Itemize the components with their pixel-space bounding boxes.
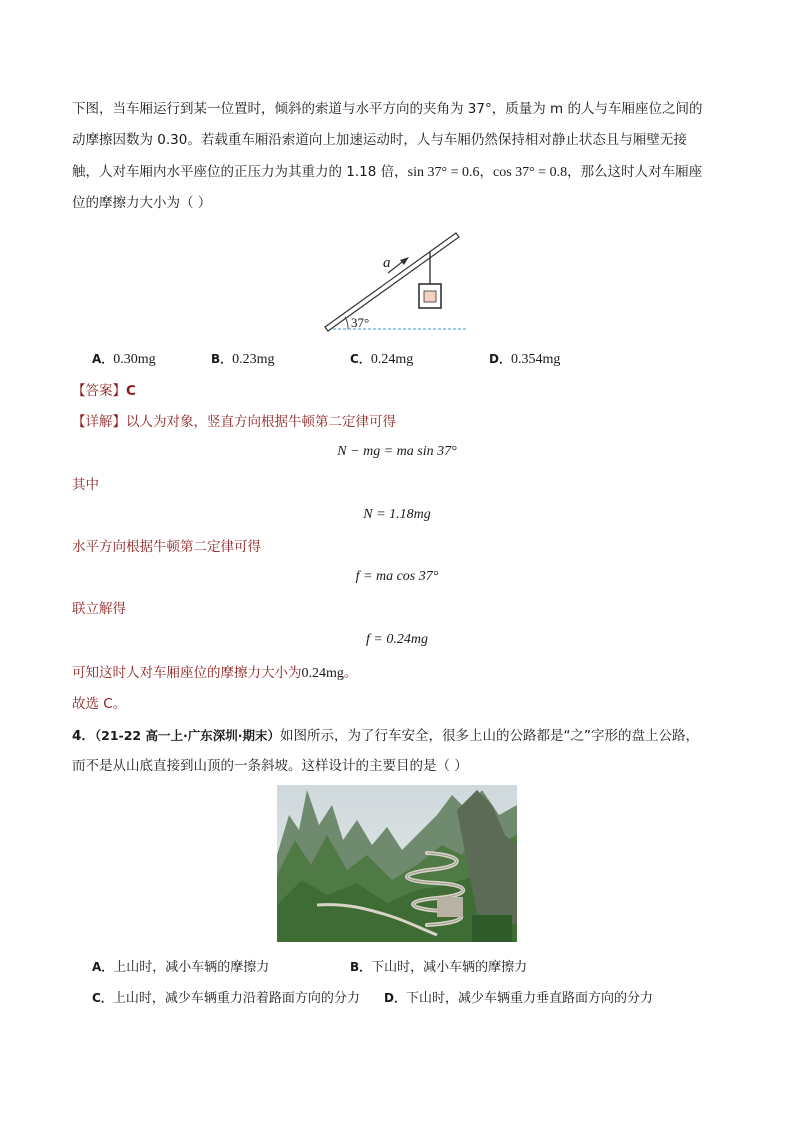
choice-value: 0.30mg: [113, 352, 156, 367]
incline-cable: [325, 233, 459, 331]
q3-conclusion: [72, 658, 357, 689]
accel-arrow-head: [400, 257, 409, 265]
cable-car-figure: [318, 226, 488, 338]
choice-text: 下山时，减少车辆重力垂直路面方向的分力: [405, 991, 653, 1006]
q4-number: 4．: [72, 728, 95, 744]
angle-label: 37°: [351, 315, 370, 330]
choice-value: 0.354mg: [510, 352, 561, 367]
q3-detail: [72, 407, 396, 438]
q4-stem-line2: 而不是从山底直接到山顶的一条斜坡。这样设计的主要目的是（ ）: [72, 758, 468, 774]
choice-key: B．: [350, 960, 372, 974]
conclusion-value: 0.24mg: [301, 666, 344, 681]
q3-choice-c[interactable]: [350, 350, 413, 368]
choice-key: B．: [211, 352, 233, 366]
equation-3: f = ma cos 37°: [355, 569, 439, 584]
q3-stem-line1: 下图，当车厢运行到某一位置时，倾斜的索道与水平方向的夹角为 37°，质量为 m 的人与车厢座位之间的: [72, 101, 703, 117]
choice-key: C．: [350, 352, 371, 366]
choice-key: D．: [489, 352, 511, 366]
choice-text: 上山时，减少车辆重力沿着路面方向的分力: [112, 991, 360, 1006]
q3-stem-line4: 位的摩擦力大小为（ ）: [72, 195, 212, 211]
text-qizhong: 其中: [72, 477, 99, 493]
choice-text: 上山时，减小车辆的摩擦力: [113, 960, 270, 975]
road-retaining-wall: [437, 897, 463, 917]
equation-2: N = 1.18mg: [363, 507, 431, 522]
q4-source: （21-22 高一上·广东深圳·期末）: [94, 728, 280, 743]
choice-text: 下山时，减小车辆的摩擦力: [371, 960, 528, 975]
mountain-road-photo: [277, 785, 517, 942]
q4-choice-b[interactable]: [350, 956, 527, 975]
conclusion-text: 可知这时人对车厢座位的摩擦力大小为: [72, 665, 302, 681]
q3-choice-b[interactable]: [211, 350, 275, 368]
choice-key: D．: [384, 991, 406, 1005]
choice-key: C．: [92, 991, 113, 1005]
choice-value: 0.23mg: [232, 352, 275, 367]
q4-choice-a[interactable]: [92, 956, 269, 975]
q3-sin-value: sin 37° = 0.6: [407, 165, 480, 180]
choice-key: A．: [92, 352, 114, 366]
answer-value: C: [126, 383, 136, 399]
equation-4: f = 0.24mg: [366, 632, 428, 647]
q3-final: 故选 C。: [72, 696, 127, 712]
person-in-car: [424, 291, 436, 302]
q3-choice-a[interactable]: [92, 350, 156, 368]
choice-key: A．: [92, 960, 114, 974]
q4-choice-d[interactable]: [384, 987, 653, 1006]
q3-cos-value: cos 37° = 0.8: [492, 165, 568, 180]
q3-stem-line3: [72, 157, 702, 188]
q3-stem-line3-text: 触，人对车厢内水平座位的正压力为其重力的 1.18 倍，: [72, 164, 408, 180]
text-horizontal: 水平方向根据牛顿第二定律可得: [72, 539, 261, 555]
q3-stem-line3-end: ，那么这时人对车厢座: [567, 164, 703, 180]
text-lianli: 联立解得: [72, 601, 126, 617]
q3-stem-line2: 动摩擦因数为 0.30。若载重车厢沿索道向上加速运动时，人与车厢仍然保持相对静止状态且与厢壁无接: [72, 132, 687, 148]
detail-tag: 【详解】: [72, 414, 126, 430]
equation-1: N − mg = ma sin 37°: [337, 444, 457, 459]
q3-choice-d[interactable]: [489, 350, 560, 368]
answer-tag: 【答案】: [72, 383, 126, 399]
choice-value: 0.24mg: [370, 352, 414, 367]
accel-label: a: [383, 255, 391, 271]
q4-choice-c[interactable]: [92, 987, 360, 1006]
q3-separator: ，: [479, 164, 493, 180]
q4-stem-text: 如图所示，为了行车安全，很多上山的公路都是“之”字形的盘上公路，: [279, 728, 699, 744]
angle-arc: [345, 317, 348, 329]
q4-stem-line1: [72, 720, 699, 752]
detail-text: 以人为对象，竖直方向根据牛顿第二定律可得: [126, 414, 396, 430]
foreground-trees: [472, 915, 512, 942]
q3-answer: [72, 376, 136, 407]
conclusion-end: 。: [343, 665, 358, 681]
